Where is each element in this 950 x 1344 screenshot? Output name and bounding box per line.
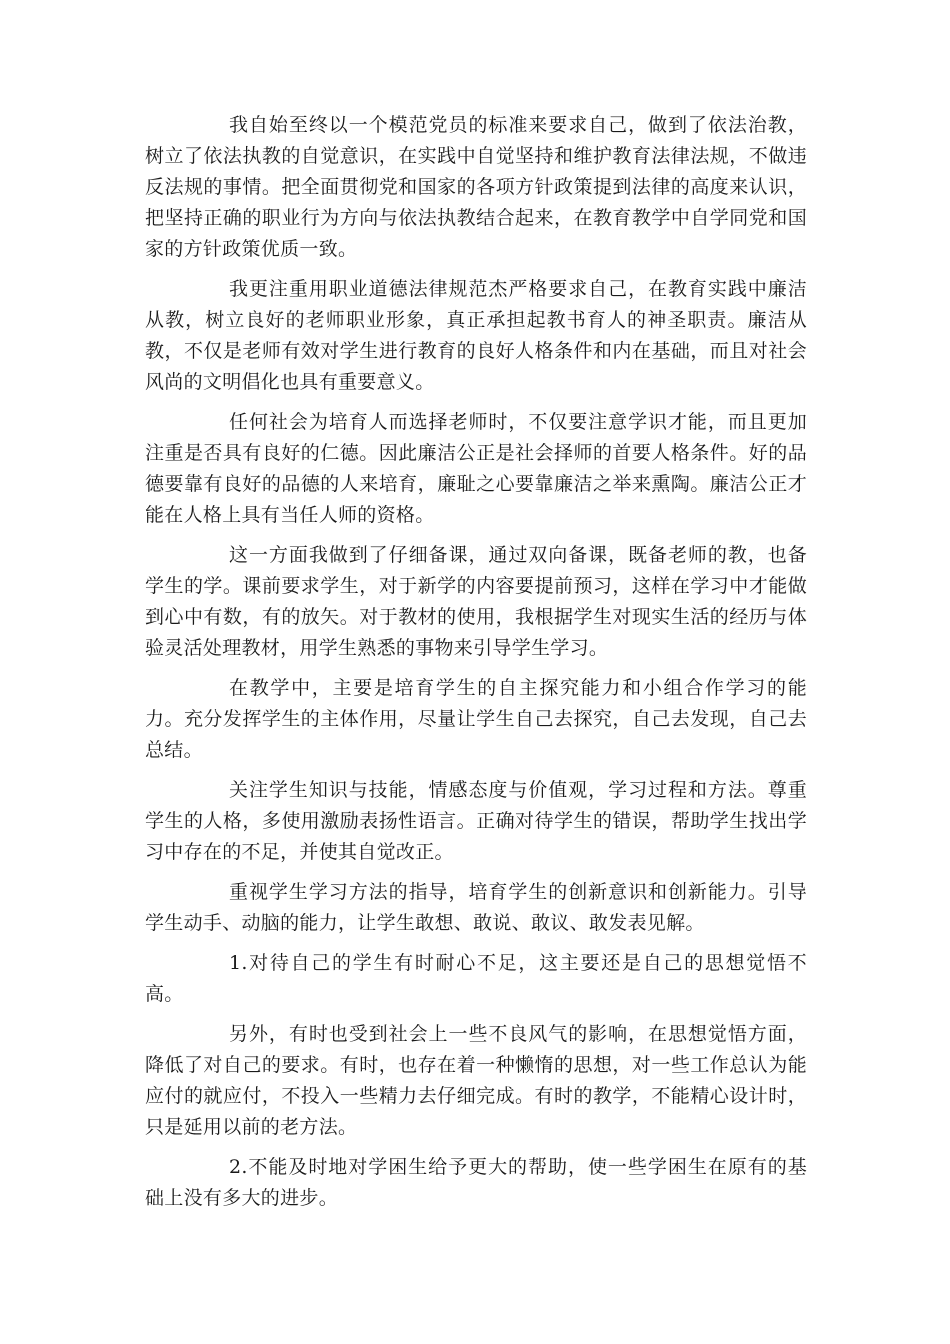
- paragraph-7: 重视学生学习方法的指导，培育学生的创新意识和创新能力。引导学生动手、动脑的能力，让学生敢想、敢说、敢议、敢发表见解。: [145, 881, 807, 934]
- paragraph-8: 1.对待自己的学生有时耐心不足，这主要还是自己的思想觉悟不高。: [145, 952, 807, 1005]
- paragraph-6: 关注学生知识与技能，情感态度与价值观，学习过程和方法。尊重学生的人格，多使用激励表扬性语言。正确对待学生的错误，帮助学生找出学习中存在的不足，并使其自觉改正。: [145, 779, 807, 863]
- paragraph-2: 我更注重用职业道德法律规范杰严格要求自己，在教育实践中廉洁从教，树立良好的老师职业形象，真正承担起教书育人的神圣职责。廉洁从教，不仅是老师有效对学生进行教育的良好人格条件和内在基础，而且对社会风尚的文明倡化也具有重要意义。: [145, 278, 807, 393]
- paragraph-5: 在教学中，主要是培育学生的自主探究能力和小组合作学习的能力。充分发挥学生的主体作用，尽量让学生自己去探究，自己去发现，自己去总结。: [145, 677, 807, 761]
- paragraph-3: 任何社会为培育人而选择老师时，不仅要注意学识才能，而且更加注重是否具有良好的仁德。因此廉洁公正是社会择师的首要人格条件。好的品德要靠有良好的品德的人来培育，廉耻之心要靠廉洁之举来熏陶。廉洁公正才能在人格上具有当任人师的资格。: [145, 411, 807, 526]
- paragraph-1: 我自始至终以一个模范党员的标准来要求自己，做到了依法治教，树立了依法执教的自觉意识，在实践中自觉坚持和维护教育法律法规，不做违反法规的事情。把全面贯彻党和国家的各项方针政策提到法律的高度来认识，把坚持正确的职业行为方向与依法执教结合起来，在教育教学中自学同党和国家的方针政策优质一致。: [145, 114, 807, 260]
- document-body: [145, 110, 807, 1223]
- paragraph-10: 2.不能及时地对学困生给予更大的帮助，使一些学困生在原有的基础上没有多大的进步。: [145, 1156, 807, 1209]
- paragraph-9: 另外，有时也受到社会上一些不良风气的影响，在思想觉悟方面，降低了对自己的要求。有时，也存在着一种懒惰的思想，对一些工作总认为能应付的就应付，不投入一些精力去仔细完成。有时的教学，不能精心设计时，只是延用以前的老方法。: [145, 1023, 807, 1138]
- paragraph-4: 这一方面我做到了仔细备课，通过双向备课，既备老师的教，也备学生的学。课前要求学生，对于新学的内容要提前预习，这样在学习中才能做到心中有数，有的放矢。对于教材的使用，我根据学生对现实生活的经历与体验灵活处理教材，用学生熟悉的事物来引导学生学习。: [145, 544, 807, 659]
